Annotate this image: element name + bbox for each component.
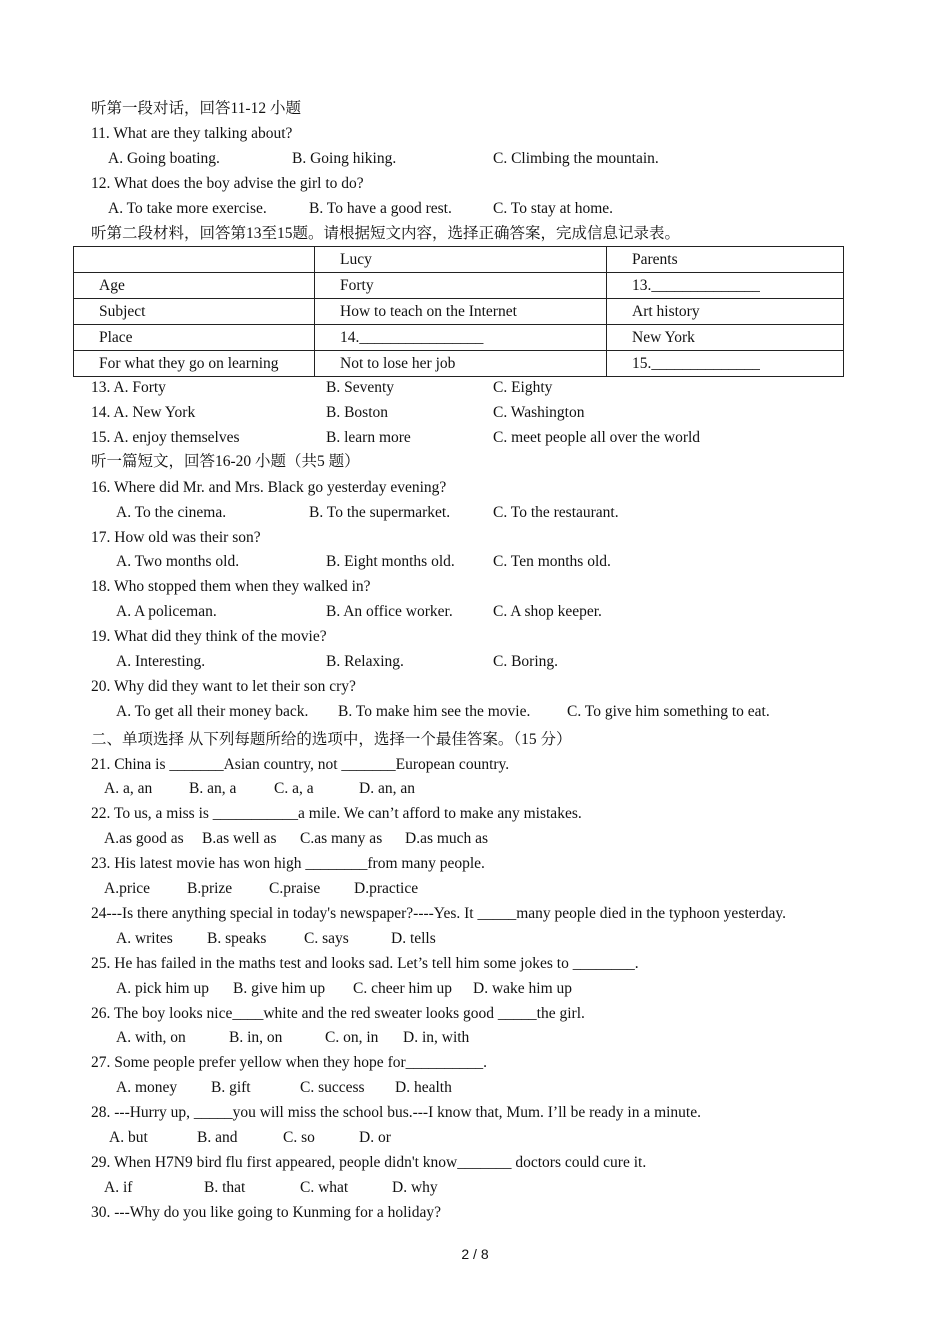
q19-option-b: B. Relaxing. [326, 653, 404, 670]
q16-option-b: B. To the supermarket. [309, 504, 451, 521]
q11-option-a: A. Going boating. [108, 150, 220, 167]
table-cell: 13.______________ [607, 273, 844, 299]
q17-option-c: C. Ten months old. [493, 553, 611, 570]
table-header-row [74, 247, 844, 273]
q23-option-a: A.price [104, 880, 151, 897]
question-18: 18. Who stopped them when they walked in? [91, 578, 371, 595]
q18-option-a: A. A policeman. [116, 603, 217, 620]
question-27: 27. Some people prefer yellow when they hope for__________. [91, 1054, 488, 1071]
table-cell: 15.______________ [607, 351, 844, 377]
q26-option-a: A. with, on [116, 1029, 186, 1046]
table-cell: Lucy [315, 247, 607, 273]
question-24: 24---Is there anything special in today's newspaper?----Yes. It _____many people died in the typhoon yesterday. [91, 905, 786, 922]
table-cell: Parents [607, 247, 844, 273]
q11-option-b: B. Going hiking. [292, 150, 397, 167]
table-cell: Place [74, 325, 315, 351]
q24-option-d: D. tells [391, 930, 436, 947]
q29-option-d: D. why [392, 1179, 438, 1196]
q27-option-c: C. success [300, 1079, 365, 1096]
q15-option-c: C. meet people all over the world [493, 429, 701, 446]
q25-option-c: C. cheer him up [353, 980, 453, 997]
table-row [74, 299, 844, 325]
q19-option-a: A. Interesting. [116, 653, 206, 670]
table-cell: For what they go on learning [74, 351, 315, 377]
section-1-header: 听第一段对话，回答11-12 小题 [91, 100, 301, 117]
table-cell: Age [74, 273, 315, 299]
question-15: 15. A. enjoy themselves [91, 429, 240, 446]
q29-option-b: B. that [204, 1179, 246, 1196]
question-26: 26. The boy looks nice____white and the red sweater looks good _____the girl. [91, 1005, 585, 1022]
q14-option-c: C. Washington [493, 404, 585, 421]
q21-option-b: B. an, a [189, 780, 237, 797]
q28-option-d: D. or [359, 1129, 391, 1146]
q29-option-c: C. what [300, 1179, 349, 1196]
q12-option-b: B. To have a good rest. [309, 200, 452, 217]
q12-option-a: A. To take more exercise. [108, 200, 267, 217]
q15-option-b: B. learn more [326, 429, 411, 446]
question-30: 30. ---Why do you like going to Kunming for a holiday? [91, 1204, 441, 1221]
q29-option-a: A. if [104, 1179, 133, 1196]
q13-option-b: B. Seventy [326, 379, 395, 396]
q23-option-d: D.practice [354, 880, 419, 897]
q11-option-c: C. Climbing the mountain. [493, 150, 659, 167]
section-2-header: 听第二段材料，回答第13至15题。请根据短文内容，选择正确答案，完成信息记录表。 [91, 225, 681, 242]
question-21: 21. China is _______Asian country, not _______European country. [91, 756, 510, 773]
question-25: 25. He has failed in the maths test and looks sad. Let’s tell him some jokes to ________. [91, 955, 639, 972]
q21-option-a: A. a, an [104, 780, 153, 797]
table-cell: Not to lose her job [315, 351, 607, 377]
question-11: 11. What are they talking about? [91, 125, 293, 142]
q17-option-a: A. Two months old. [116, 553, 240, 570]
question-14: 14. A. New York [91, 404, 196, 421]
q16-option-c: C. To the restaurant. [493, 504, 619, 521]
q28-option-b: B. and [197, 1129, 238, 1146]
question-23: 23. His latest movie has won high ________from many people. [91, 855, 485, 872]
table-cell: How to teach on the Internet [315, 299, 607, 325]
q18-option-c: C. A shop keeper. [493, 603, 602, 620]
q20-option-a: A. To get all their money back. [116, 703, 309, 720]
question-28: 28. ---Hurry up, _____you will miss the school bus.---I know that, Mum. I’ll be ready in a minute. [91, 1104, 701, 1121]
q27-option-a: A. money [116, 1079, 178, 1096]
section-3-header: 听一篇短文，回答16-20 小题（共5 题） [91, 453, 360, 470]
q27-option-d: D. health [395, 1079, 452, 1096]
q20-option-b: B. To make him see the movie. [338, 703, 531, 720]
q28-option-a: A. but [109, 1129, 148, 1146]
q24-option-c: C. says [304, 930, 349, 947]
q12-option-c: C. To stay at home. [493, 200, 614, 217]
question-12: 12. What does the boy advise the girl to do? [91, 175, 364, 192]
table-cell: Art history [607, 299, 844, 325]
table-cell [74, 247, 315, 273]
q24-option-a: A. writes [116, 930, 173, 947]
q16-option-a: A. To the cinema. [116, 504, 227, 521]
q25-option-d: D. wake him up [473, 980, 573, 997]
info-record-table [73, 246, 844, 377]
q23-option-c: C.praise [269, 880, 321, 897]
q14-option-b: B. Boston [326, 404, 389, 421]
table-row [74, 273, 844, 299]
table-row [74, 325, 844, 351]
q22-option-b: B.as well as [202, 830, 277, 847]
q22-option-d: D.as much as [405, 830, 489, 847]
question-22: 22. To us, a miss is ___________a mile. We can’t afford to make any mistakes. [91, 805, 582, 822]
q18-option-b: B. An office worker. [326, 603, 453, 620]
q21-option-d: D. an, an [359, 780, 415, 797]
q28-option-c: C. so [283, 1129, 315, 1146]
q19-option-c: C. Boring. [493, 653, 559, 670]
question-29: 29. When H7N9 bird flu first appeared, people didn't know_______ doctors could cure it. [91, 1154, 647, 1171]
part-2-header: 二、单项选择 从下列每题所给的选项中，选择一个最佳答案。（15 分） [91, 731, 572, 748]
q22-option-c: C.as many as [300, 830, 383, 847]
q25-option-b: B. give him up [233, 980, 326, 997]
question-19: 19. What did they think of the movie? [91, 628, 327, 645]
q17-option-b: B. Eight months old. [326, 553, 455, 570]
question-16: 16. Where did Mr. and Mrs. Black go yesterday evening? [91, 479, 447, 496]
table-cell: 14.________________ [315, 325, 607, 351]
q26-option-d: D. in, with [403, 1029, 470, 1046]
q27-option-b: B. gift [211, 1079, 251, 1096]
table-cell: New York [607, 325, 844, 351]
q13-option-c: C. Eighty [493, 379, 553, 396]
table-row [74, 351, 844, 377]
q26-option-b: B. in, on [229, 1029, 283, 1046]
question-17: 17. How old was their son? [91, 529, 261, 546]
table-cell: Subject [74, 299, 315, 325]
page-number: 2 / 8 [461, 1246, 489, 1262]
q24-option-b: B. speaks [207, 930, 267, 947]
q21-option-c: C. a, a [274, 780, 314, 797]
table-cell: Forty [315, 273, 607, 299]
q20-option-c: C. To give him something to eat. [567, 703, 770, 720]
q25-option-a: A. pick him up [116, 980, 209, 997]
question-13: 13. A. Forty [91, 379, 166, 396]
q22-option-a: A.as good as [104, 830, 184, 847]
q23-option-b: B.prize [187, 880, 233, 897]
q26-option-c: C. on, in [325, 1029, 379, 1046]
question-20: 20. Why did they want to let their son cry? [91, 678, 356, 695]
